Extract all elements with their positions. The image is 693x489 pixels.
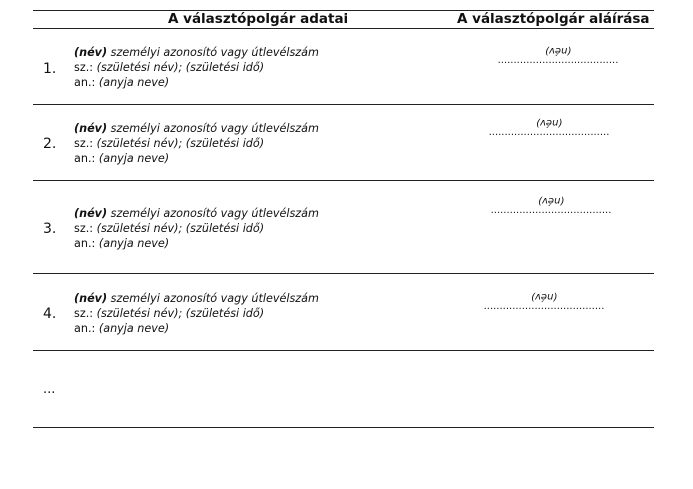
an-value: (anyja neve) [98,237,170,250]
an-label: an.: [74,76,96,89]
an-value: (anyja neve) [98,76,170,89]
voter-info [74,45,319,90]
sz-value: (születési név); (születési idő) [96,137,265,150]
name-placeholder: (név) [74,46,108,59]
name-placeholder: (név) [74,292,108,305]
signature-field[interactable] [464,283,624,312]
id-text: személyi azonosító vagy útlevélszám [110,207,319,220]
header-voter-signature: A választópolgár aláírása [457,11,650,27]
id-text: személyi azonosító vagy útlevélszám [110,46,319,59]
signature-name: (név) [537,195,565,206]
sz-label: sz.: [74,137,94,150]
sz-value: (születési név); (születési idő) [96,61,265,74]
bottom-rule [33,427,654,428]
name-placeholder: (név) [74,122,108,135]
sz-value: (születési név); (születési idő) [96,307,265,320]
row-number: 3. [43,221,57,237]
signature-line: ...................................... [490,205,612,216]
voter-info [74,291,319,336]
sz-value: (születési név); (születési idő) [96,222,265,235]
an-value: (anyja neve) [98,322,170,335]
voter-info [74,206,319,251]
header-rule [33,28,654,29]
name-placeholder: (név) [74,207,108,220]
signature-line: ...................................... [483,301,605,312]
id-text: személyi azonosító vagy útlevélszám [110,292,319,305]
an-value: (anyja neve) [98,152,170,165]
an-label: an.: [74,152,96,165]
sz-label: sz.: [74,61,94,74]
row-number: 4. [43,306,57,322]
continuation-ellipsis: ... [43,382,56,397]
sz-label: sz.: [74,222,94,235]
signature-name: (név) [544,45,572,56]
signature-field[interactable] [469,109,629,138]
signature-name: (név) [535,117,563,128]
signature-line: ...................................... [497,55,619,66]
row-number: 2. [43,136,57,152]
signature-name: (név) [530,291,558,302]
signature-line: ...................................... [488,127,610,138]
signature-field[interactable] [478,37,638,66]
header-voter-data: A választópolgár adatai [168,11,349,27]
row-1-rule [33,104,654,105]
row-3-rule [33,273,654,274]
row-number: 1. [43,61,57,77]
row-4-rule [33,350,654,351]
an-label: an.: [74,322,96,335]
signature-field[interactable] [471,187,631,216]
id-text: személyi azonosító vagy útlevélszám [110,122,319,135]
an-label: an.: [74,237,96,250]
row-2-rule [33,180,654,181]
voter-info [74,121,319,166]
sz-label: sz.: [74,307,94,320]
